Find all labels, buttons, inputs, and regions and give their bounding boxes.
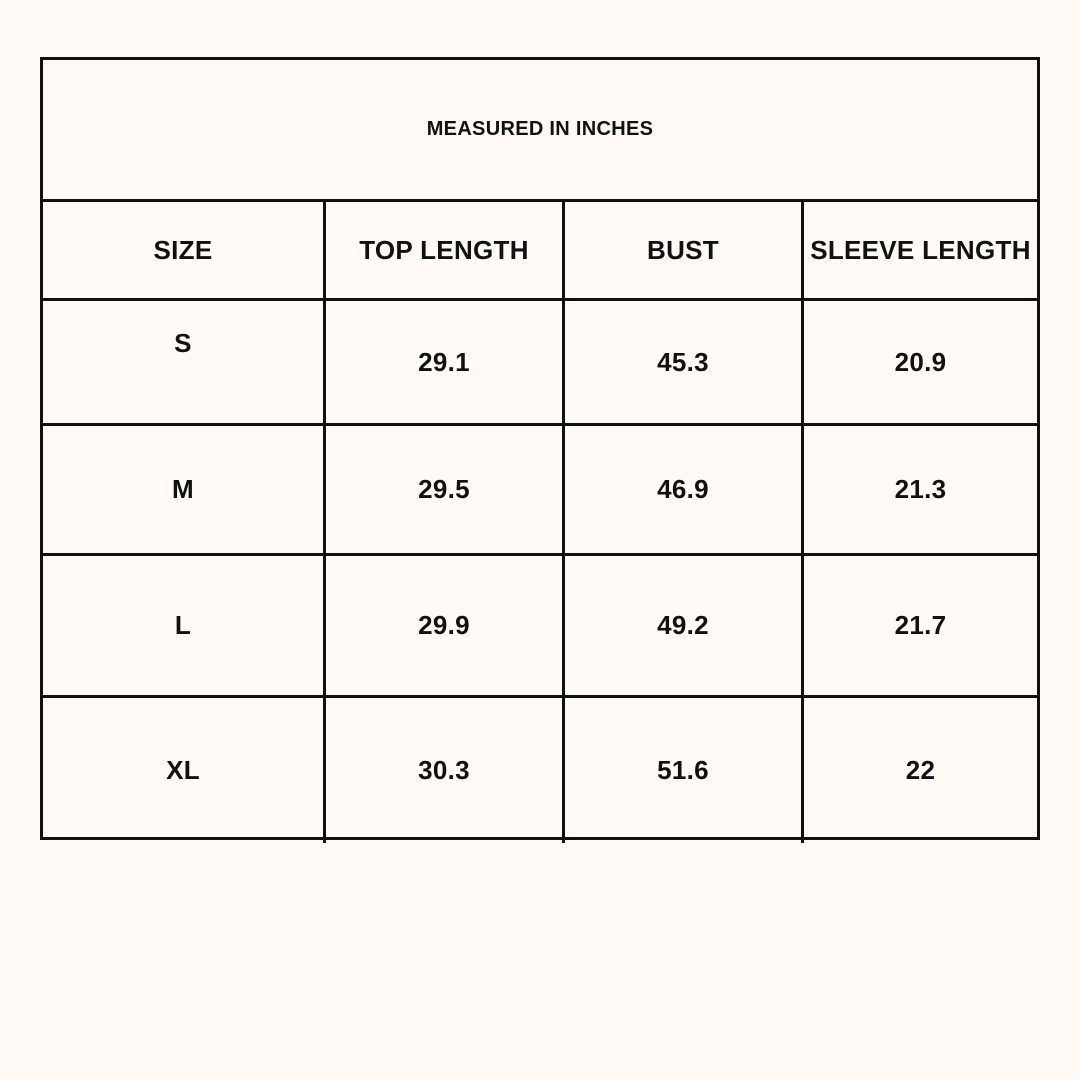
- top-length-cell: 29.1: [323, 301, 562, 423]
- top-length-cell: 30.3: [323, 698, 562, 843]
- sleeve-length-cell: 21.7: [801, 556, 1037, 695]
- sleeve-length-cell: 21.3: [801, 426, 1037, 553]
- table-row: [43, 301, 1037, 426]
- size-cell: XL: [166, 755, 200, 785]
- header-size: SIZE: [153, 234, 213, 265]
- table-grid: [43, 199, 1037, 843]
- top-length-cell: 29.9: [323, 556, 562, 695]
- top-length-cell: 29.5: [323, 426, 562, 553]
- header-top-length: TOP LENGTH: [323, 202, 562, 298]
- size-cell: M: [172, 474, 194, 504]
- sleeve-length-cell: 20.9: [801, 301, 1037, 423]
- bust-cell: 45.3: [562, 301, 801, 423]
- header-sleeve-length: SLEEVE LENGTH: [801, 202, 1037, 298]
- table-row: [43, 426, 1037, 556]
- table-caption: MEASURED IN INCHES: [426, 118, 654, 140]
- bust-cell: 49.2: [562, 556, 801, 695]
- table-row: [43, 698, 1037, 843]
- size-cell: L: [174, 610, 192, 640]
- table-row: [43, 556, 1037, 698]
- size-chart-table: [40, 57, 1040, 840]
- table-header-row: [43, 202, 1037, 301]
- bust-cell: 46.9: [562, 426, 801, 553]
- size-cell: S: [174, 328, 192, 358]
- header-bust: BUST: [562, 202, 801, 298]
- sleeve-length-cell: 22: [801, 698, 1037, 843]
- bust-cell: 51.6: [562, 698, 801, 843]
